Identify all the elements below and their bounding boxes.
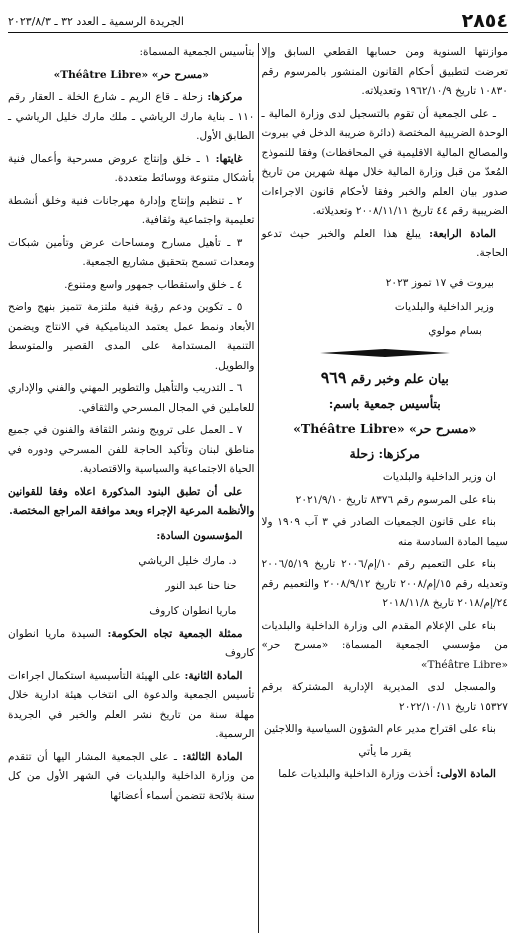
goals: [8, 150, 255, 189]
paragraph: ـ على الجمعية أن تقوم بالتسجيل لدى وزارة المالية ـ الوحدة الضريبية المختصة (دائرة ضريبة الدخل في بيروت والمصالح المالية الاقليمية في المحافظات) وفقا للنموذج المُعدّ من قبل وزارة المالية خلال مهلة شهرين من تاريخ صدور بيان العلم والخبر وفقا لأحكام قانون الاجراءات الضريبية رقم ٤٤ تاريخ ٢٠٠٨/١١/١١ وتعديلاته.: [261, 107, 508, 217]
article-1-text: أخذت وزارة الداخلية والبلديات علما: [278, 768, 434, 780]
article-4-label: المادة الرابعة:: [429, 227, 496, 240]
section-divider: [262, 346, 509, 366]
founder: ماريا انطوان كاروف: [149, 604, 237, 617]
headquarters-text: زحلة ـ قاع الريم ـ شارع الخلة ـ العقار رقم ١١٠ ـ بناية مارك الرياشي ـ ملك مارك خليل الرياشي ـ الطابق الأول.: [8, 91, 255, 142]
paragraph: بتأسيس الجمعية المسماة:: [139, 46, 255, 58]
signature-title: وزير الداخلية والبلديات: [394, 300, 494, 313]
article-3: [8, 748, 255, 807]
association-name: «مسرح حر» «Théâtre Libre»: [293, 421, 477, 436]
running-title: الجريدة الرسمية ـ العدد ٣٢ ـ ٢٠٢٣/٨/٣: [8, 15, 184, 28]
goal-6: ٦ ـ التدريب والتأهيل والتطوير المهني والفني والإداري للعاملين في المجال المسرحي والثقافي.: [8, 382, 255, 414]
signature-date: بيروت في ١٧ تموز ٢٠٢٣: [385, 276, 494, 289]
goal-2: ٢ ـ تنظيم وإنتاج وإدارة مهرجانات فنية وخلق أنشطة تعليمية واجتماعية وثقافية.: [8, 194, 255, 226]
divider-ornament-icon: [320, 349, 450, 357]
association-name: «مسرح حر» «Théâtre Libre»: [53, 68, 209, 81]
article-3-text: ـ على الجمعية المشار اليها أن تتقدم من وزارة الداخلية والبلديات في الشهر الأول من كل سنة بلائحة تتضمن أسماء أعضائها: [8, 750, 255, 802]
article-2-text: على الهيئة التأسيسية استكمال اجراءات تأسيس الجمعية والدعوة الى انتخاب هيئة ادارية خلال مهلة سنة من تاريخ نشر العلم والخبر في الجريدة الرسمية.: [8, 669, 255, 740]
two-column-body: [8, 43, 508, 933]
goal-1: ١ ـ خلق وإنتاج عروض مسرحية وأعمال فنية بأشكال متنوعة ووسائط متعددة.: [8, 152, 255, 184]
article-1-label: المادة الاولى:: [436, 768, 496, 780]
founder: حنا حنا عبد النور: [165, 579, 237, 592]
section-number: ٩٦٩: [320, 368, 347, 387]
goal-5: ٥ ـ تكوين ودعم رؤية فنية ملتزمة تتميز بنهج واضح الأبعاد ونمط عمل يعتمد الديناميكية في الانتاج ويضمن التنمية المستدامة على المدى القصير والمتوسط والطويل.: [8, 301, 255, 372]
founders: [8, 525, 255, 622]
page-header: [8, 6, 508, 33]
headquarters-label: مركزها:: [207, 91, 243, 103]
founder: د. مارك خليل الرياشي: [138, 554, 237, 567]
paragraph: بناء على قانون الجمعيات الصادر في ٣ آب ١٩٠٩ ولا سيما المادة السادسة منه: [261, 516, 508, 548]
representative-name: السيدة ماريا انطوان كاروف: [8, 627, 255, 659]
article-1: [262, 765, 509, 785]
page-number: ٢٨٥٤: [461, 10, 508, 32]
section-title: [262, 367, 509, 390]
headquarters: [8, 88, 255, 147]
article-2-label: المادة الثانية:: [184, 669, 243, 682]
goal-3: ٣ ـ تأهيل مسارح ومساحات عرض وتأمين شبكات ومعدات تسمح بتحقيق مشاريع الجمعية.: [8, 236, 255, 268]
section-title-prefix: بيان علم وخبر رقم: [350, 371, 449, 386]
paragraph: والمسجل لدى المديرية الإدارية المشتركة برقم ١٥٣٢٧ تاريخ ٢٠٢٢/١٠/١١: [261, 681, 508, 713]
left-column: [8, 43, 255, 933]
founders-label: المؤسسون السادة:: [156, 529, 243, 542]
representative-label: ممثلة الجمعية تجاه الحكومة:: [107, 627, 243, 640]
paragraph: بناء على الإعلام المقدم الى وزارة الداخلية والبلديات من مؤسسي الجمعية المسماة: «مسرح حر» «Théâtre Libre»: [261, 619, 508, 671]
paragraph: ان وزير الداخلية والبلديات: [382, 471, 496, 483]
goal-4: ٤ ـ خلق واستقطاب جمهور واسع ومتنوع.: [64, 278, 243, 291]
signature-name: بسام مولوي: [428, 324, 482, 337]
article-3-label: المادة الثالثة:: [182, 750, 243, 763]
article-2: [8, 667, 255, 745]
column-divider: [258, 43, 259, 933]
goal-7: ٧ ـ العمل على ترويج ونشر الثقافة والفنون في جميع مناطق لبنان وتأكيد الحاجة للفن المسرحي ودوره في الحياة الاجتماعية والسياسية والاقتصادية.: [8, 424, 255, 475]
decides-line: يقرر ما يأتي: [358, 745, 412, 758]
association-hq: مركزها: زحلة: [349, 446, 420, 461]
article-4-text: يبلغ هذا العلم والخبر حيث تدعو الحاجة.: [261, 227, 508, 259]
goals-label: غايتها:: [215, 152, 243, 165]
section-subtitle: بتأسيس جمعية باسم:: [328, 396, 441, 411]
conditions: على أن تطبق البنود المذكورة اعلاه وفقا للقوانين والأنظمة المرعية الإجراء وبعد موافقة المراجع المختصة.: [8, 485, 255, 517]
right-column: [262, 43, 509, 933]
government-representative: [8, 625, 255, 664]
paragraph: موازنتها السنوية ومن حسابها القطعي السابق وإلا تعرضت لتطبيق أحكام القانون المنشور بالمرسوم رقم ١٠٨٣٠ تاريخ ١٩٦٢/١٠/٩ وتعديلاته.: [261, 46, 508, 97]
article-4: [262, 225, 509, 264]
paragraph: بناء على المرسوم رقم ٨٣٧٦ تاريخ ٢٠٢١/٩/١٠: [295, 493, 496, 506]
paragraph: بناء على التعميم رقم ١٠/إم/٢٠٠٦ تاريخ ٢٠٠٦/٥/١٩ وتعديله رقم ١٥/إم/٢٠٠٨ تاريخ ٢٠٠٨/٩/١٢ والتعميم رقم ٢٤/إم/٢٠١٨ تاريخ ٢٠١٨/١١/٨: [261, 558, 508, 609]
paragraph: بناء على اقتراح مدير عام الشؤون السياسية واللاجئين: [264, 723, 496, 735]
